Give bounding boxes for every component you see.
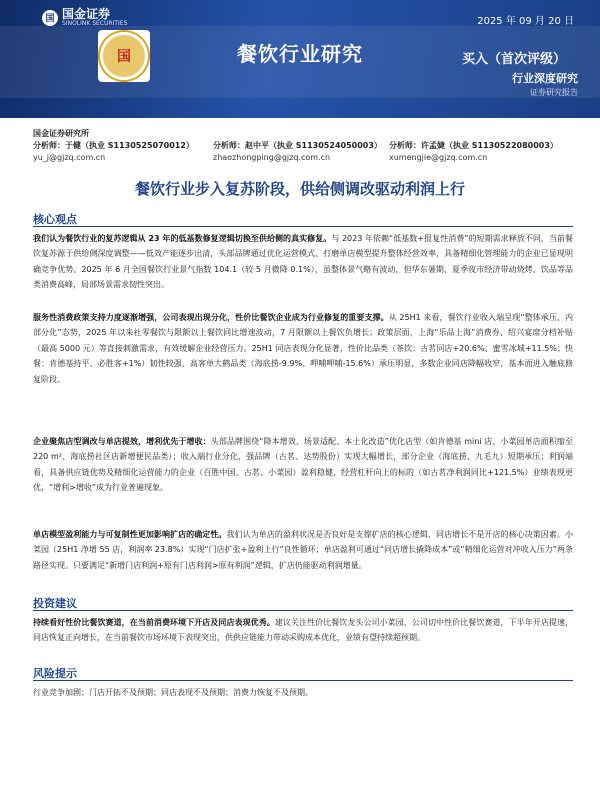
section-divider bbox=[33, 680, 573, 681]
analyst-name: 分析师：赵中平（执业 S1130524050003） bbox=[213, 141, 382, 150]
paragraph-lead: 企业聚焦店型调改与单店提效，增利优先于增收： bbox=[33, 437, 211, 446]
section-heading-invest: 投资建议 bbox=[33, 597, 77, 610]
core-paragraph-2 bbox=[33, 310, 573, 387]
analyst-3 bbox=[389, 140, 558, 162]
paragraph-lead: 服务性消费政策支持力度逐渐增强，公司表现出现分化，性价比餐饮企业成为行业修复的重要支撑。 bbox=[33, 313, 389, 322]
logo-chinese-name: 国金证券 bbox=[62, 7, 111, 21]
paragraph-lead: 持续看好性价比餐饮赛道，在当前消费环境下开店及同店表现优秀。 bbox=[33, 618, 275, 627]
report-date: 2025 年 09 月 20 日 bbox=[477, 16, 574, 27]
analyst-name: 分析师：许孟婕（执业 S1130522080003） bbox=[389, 141, 558, 150]
section-heading-core: 核心观点 bbox=[33, 213, 77, 226]
risk-paragraph bbox=[33, 685, 573, 700]
core-paragraph-1 bbox=[33, 231, 573, 293]
analyst-2 bbox=[213, 140, 382, 162]
report-type: 行业深度研究 bbox=[512, 72, 578, 85]
paragraph-body: 头部品牌围绕“降本增效、场景适配、本土化改造”优化店型（如肯德基 mini 店、小菜园单店面积缩至 220 m²、海底捞社区店新增便民品类）；收入端行业分化，强品牌（古茗、达势股份）实现大幅增长，部分企业（海底捞、九毛九）短期承压；利润端看，具备供应链优势及精细化运营能力的企业（百胜中国、古茗、小菜园）盈利稳健，经营杠杆向上的标的（如古茗净利润同比+121.5%）业绩表现更优，“增利>增收”成为行业普遍现象。 bbox=[33, 437, 574, 493]
invest-paragraph bbox=[33, 615, 573, 646]
paragraph-body: 行业竞争加剧；门店开拓不及预期；同店表现不及预期；消费力恢复不及预期。 bbox=[33, 688, 313, 697]
analyst-name: 分析师：于健（执业 S1130525070012） bbox=[33, 141, 194, 150]
document-title: 餐饮行业步入复苏阶段，供给侧调改驱动利润上行 bbox=[134, 180, 465, 198]
section-divider bbox=[33, 610, 573, 611]
qr-seal-icon: 国 bbox=[100, 32, 148, 80]
core-paragraph-3 bbox=[33, 434, 573, 496]
logo-english-name: SINOLINK SECURITIES bbox=[62, 20, 128, 27]
report-subtype: 证券研究报告 bbox=[530, 88, 578, 97]
logo-icon: 国 bbox=[42, 10, 58, 26]
section-heading-risk: 风险提示 bbox=[33, 667, 77, 680]
paragraph-lead: 单店模型盈利能力与可复制性更加影响扩店的确定性。 bbox=[33, 530, 227, 539]
analyst-email[interactable]: zhaozhongping@gjzq.com.cn bbox=[213, 153, 331, 162]
analyst-email[interactable]: yu_j@gjzq.com.cn bbox=[33, 153, 106, 162]
paragraph-body: 我们认为单店的盈利状况是否良好是支撑扩店的核心逻辑，同店增长不是开店的核心决策因素。小菜园（25H1 净增 55 店，利润率 23.8%）实现“门店扩张+盈利上行”良性循环；单店盈利可通过“同店增长撬降成本”或“精细化运营对冲收入压力”两条路径实现。只要满足“新增门店利润+原有门店利润>原有利润”逻辑，扩店仍能驱动利润增量。 bbox=[33, 530, 573, 570]
analyst-1 bbox=[33, 140, 194, 162]
analyst-email[interactable]: xumengjie@gjzq.com.cn bbox=[389, 153, 488, 162]
institute-name: 国金证券研究所 bbox=[33, 129, 89, 138]
core-paragraph-4 bbox=[33, 527, 573, 573]
report-header bbox=[0, 0, 600, 118]
paragraph-body: 建议关注性价比餐饮龙头公司小菜园，公司切中性价比餐饮赛道，下半年开店提速，同店恢复正向增长，在当前餐饮市场环境下表现突出，供供应链能力带动采购成本优化，业绩有望持续超预期。 bbox=[33, 618, 574, 643]
paragraph-lead: 我们认为餐饮行业的复苏逻辑从 23 年的低基数修复逻辑切换至供给侧的真实修复。 bbox=[33, 234, 332, 243]
paragraph-body: 从 25H1 来看，餐饮行业收入端呈现“整体承压、内部分化”态势，2025 年以来社零餐饮与限额以上餐饮同比增速波动，7 月限额以上餐饮负增长；政策层面，上海“乐品上海”消费券、绍兴宴席分档补贴（最高 5000 元）等直接刺激需求，有效缓解企业经营压力。25H1 同店表现分化显著，性价比品类（茶饮：古茗同店+20.6%、蜜雪冰城+11.5%；快餐：肯德基持平、必胜客+1%）韧性较强，高客单大鹤品类（海底捞-9.9%、呷哺呷哺-15.6%）承压明显，多数企业同店降幅收窄，基本面进入触底修复阶段。 bbox=[33, 313, 574, 384]
report-title: 餐饮行业研究 bbox=[237, 42, 363, 66]
rating-badge: 买入（首次评级） bbox=[461, 52, 566, 67]
paragraph-body: 与 2023 年依赖“低基数+报复性消费”的短期需求释放不同，当前餐饮复苏源于供给侧深度调整——低效产能逐步出清，头部品牌通过优化运营模式、打磨单店模型提升整体经营效率，具备精细化管理能力的企业已显现明确竞争优势。2025 年 6 月全国餐饮行业景气指数 104.1（较 5 月微降 0.1%），虽整体景气略有波动，但华东暑期、夏季夜市经济带动烧烤、饮品等品类消费高峰，局部场景需求韧性突出。 bbox=[33, 234, 574, 290]
section-divider bbox=[33, 226, 573, 227]
company-logo bbox=[42, 8, 127, 27]
